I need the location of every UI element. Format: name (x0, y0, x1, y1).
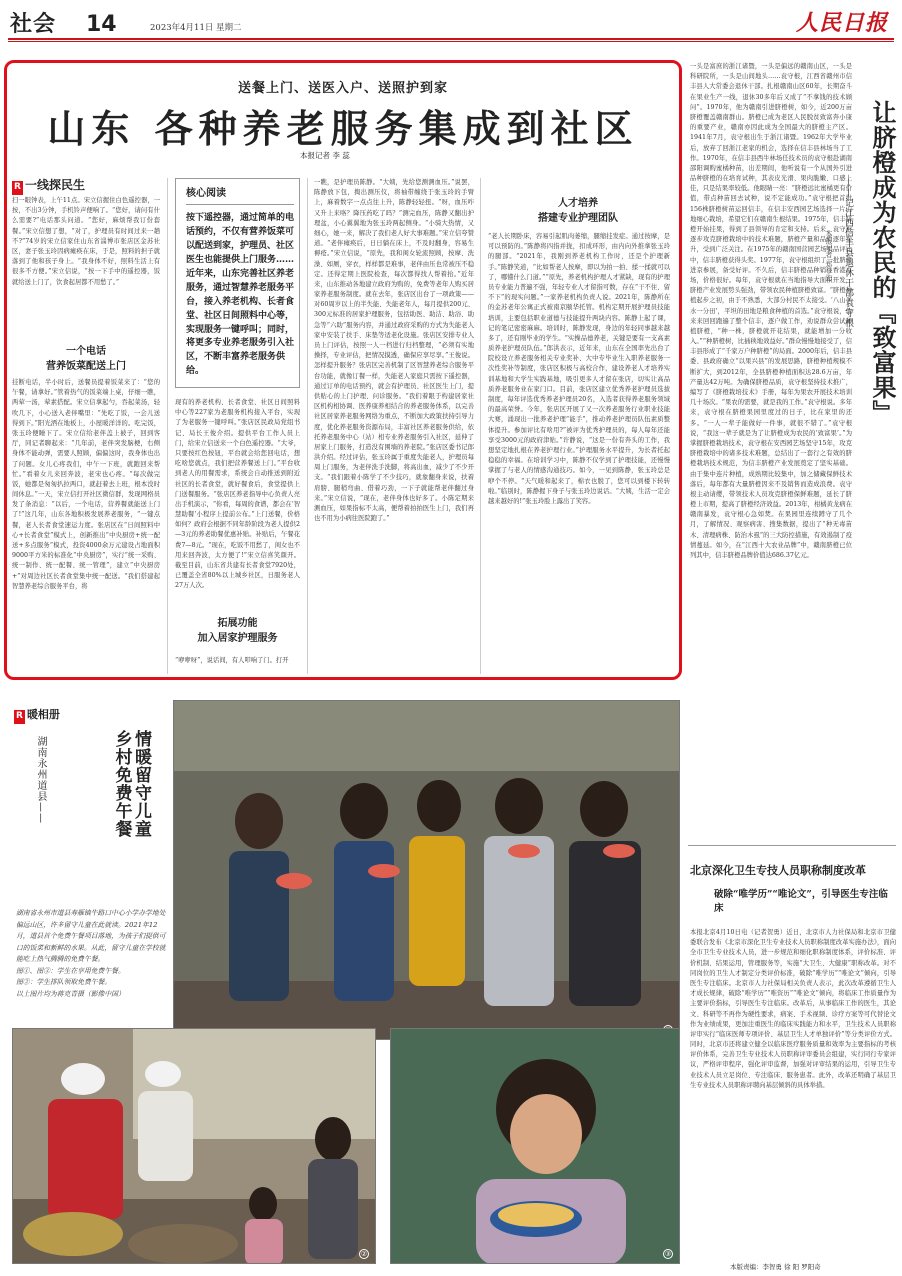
article-byline: 本报记者 李 蕊 (300, 151, 350, 160)
column-1-top: 扫一眼钟表，上午11点。宋立信握住白色遥控器，一按，不出3分钟，手机铃声便响了。“您好，请问有什么需要?”电话那头问道。“您好，麻烦帮我订份套餐。”宋立信想了想，“对了，护理员有时间过来一趟不?”74岁的宋立信家住山东省淄博市张店区金苏社区，妻子张玉玲因病瘫痪在床，于是，照料的担子就落到了他和孩子身上。“我身体不好，照料生活上有很多不方便。”宋立信说，“按一下手中的遥控器，饭就给送上门了，饮食起居都不用愁了。” (12, 197, 160, 286)
beijing-article-subtitle: 破除“唯学历”“唯论文”，引导医生专注临床 (714, 889, 888, 915)
header-rule (8, 38, 894, 40)
issue-date: 2023年4月11日 星期二 (150, 23, 242, 33)
r-mark-icon: R (12, 181, 23, 195)
photo-queue-lunch (12, 1028, 376, 1264)
section-rule (688, 845, 896, 846)
column-rule (167, 178, 168, 674)
subhead-2: 拓展功能 加入居家护理服务 (197, 618, 278, 644)
column-2-end: “咿咿呀”，说话间，有人叩响了门。打开 (175, 657, 289, 664)
r-mark-icon: R (14, 710, 25, 724)
core-reading-title: 核心阅读 (186, 188, 226, 199)
photo-number-badge: ② (360, 1250, 368, 1258)
photo-caption: 湖南省永州市道县寿雁镇牛路口中心小学办学地处偏远山区，许多留守儿童在此就读。2021年12月，道县首个免费午餐项目落地，为孩子们提供可口的饭菜和新鲜的水果。从此，留守儿童在学校就能吃上热气腾腾的免费午餐。 图①、图③：学生在享用免费午餐。 图②：学生排队领取免费午餐。 以上图片均为蒋克青摄（影像中国） (16, 909, 166, 998)
beijing-article-title: 北京深化卫生专技人员职称制度改革 (690, 864, 866, 877)
column-2: 现有的养老机构、长者食堂、社区日间照料中心等227家为老服务机构接入平台，实现了为老服务一键呼叫。”张店区民政局党组书记、局长王俊介绍。提供平台工作人员上门，给宋立信送来一个白色遥控器。“大爷，只要按红色按钮，平台就会给您回电话，想吃啥您就点，我们把营养餐送上门。”平台收到老人的用餐需求，系统会自动推送到附近社区的长者食堂，就好餐食后，食堂提供上门送餐服务。“张店区养老指导中心负责人亮出手机演示，“你看，每周的食谱，都会在‘智慧助餐’小程序上提前公布。”上门送餐，价格如何？政府会根据不同年龄阶段为老人提供2—3元的养老助餐优惠补贴。补贴后，午餐花费7—8元。“现在，吃饭不用愁了，闺女也不用来回奔波，太方便了!”宋立信喜笑颜开。截至目前，山东省共建有长者食堂7920处，已覆盖全省80%以上城乡社区，日服务老人27万人次。 (175, 399, 300, 590)
header-rule-thin (8, 41, 894, 42)
photo-children-lunch (173, 700, 680, 1040)
core-reading-text: 按下遥控器，通过简单的电话预约，不仅有营养饭菜可以配送到家，护理员、社区医生也能提供上门服务……近年来，山东完善社区养老服务，通过智慧养老服务平台，接入养老机构、长者食堂、社区日间照料中心等，实现服务一键呼叫；同时，将更多专业养老服务引入社区，不断丰富养老服务供给。 (186, 213, 295, 377)
column-3: 一瞧，是护理员陈静。“大姨，先给您测测血压。”说罢，陈静放下包，掏出测压仪，将袖带缠绕于张玉玲的手臂上，麻着数字一点点往上升，陈静轻轻扭。“呀，血压咋又升上来咯？降压药吃了吗？”测完血压，陈静又翻出护理盆，小心翼翼地为张玉玲两起侧身。“小骑大热情，又细心，她一来，解决了我们老人好大事难题。”宋立信夸赞道。“老伴瘫痪后，日日躺在床上，不及时翻身，容易生褥疮。”宋立信说，“原先，我和闺女轮流照顾，按摩、洗澡、如厕，穿衣，样样都是难事，老伴由压也常被压不稳定。还得定期上医院检查，每次都得找人帮着抬。”近年来，山东推动各地建立政府为购的，免费等老年人购买居家养老服务制度。就在去年，张店区出台了一项政策——对60周岁以上的半失能、失能老年人，每月提供200元、300元标准的居家护理服务，包括助医、助洁、助浴、助急等“六助”服务内容，并通过政府采购的方式为失能老人家中安装了扶手、床垫等适老化设施。张店区安排专业人员上门评估，按照一人一档进行归档整理，“必须有实地操择，专业评估，把情况摸透，确保应享尽享。”王俊说。怎样提升服务？张店区完善机制了区智慧养老综合服务平台功能，就像订餐一样，失能老人家庭只需按下遥控器，通过订单的电话预约，就会有护理员、社区医生上门，提供贴心的上门护理、问诊服务。“我们着眼于构建居家社区机构相协调、医养康养相结合的养老服务体系，以完善社区居家养老服务网络为重点，不断加大政策扶持引导力度，优化养老服务资源布局，丰富社区养老服务供给，依托养老服务中心（站）相专业养老服务引入社区，延伸了居家上门服务，打造没有围墙的养老院。”张店区委书记郎洪介绍。经过评估，张玉玲属于重度失能老人，护理员每周上门服务，为老伴洗手洗脚，将高出血，减少了不少开支。“我们跟着小陈学了不少技巧，就象翻身来说，扶着肩膀、腿稍弯曲、借着巧劲，一下子就能帮老伴翻过身来。”宋立信说，“现在，老伴身体也好多了。小陈定期来测血压，如果指标不太高，便帮着拍拍医生上门，我们再也不用为小病往医院跑了。” (314, 179, 474, 523)
subhead-1: 一个电话 营养饭菜配送上门 (46, 346, 126, 372)
column-rule (480, 178, 481, 674)
photo-location: 湖南永州道县—— (35, 736, 46, 824)
right-article-subtitle: ——记江西信丰县退休干部袁守根 (843, 178, 853, 328)
subhead-3: 人才培养 搭建专业护理团队 (538, 198, 618, 224)
article-kicker: 送餐上门、送医入户、送照护到家 (237, 81, 448, 96)
right-article-title: 让脐橙成为农民的『致富果』 (868, 100, 896, 425)
right-article-body: 一头是富庶的浙江诸暨，一头是偏远的赣南山区，一头是科研院所，一头是山间地头……袁守根，江西省赣州市信丰县人大常委会退休干部。扎根赣南山区60年，长期奋斗在果业生产一线，退休30多年后又成了“不拿钱的技术顾问”。1970年，他为赣南引进脐橙树，如今，近200万亩脐橙覆盖赣南群山。脐橙已成为老区人民脱贫致富奔小康的重要产业，赣南亦因此成为全国最大的脐橙主产区。1941年7月，袁守根出生于浙江诸暨。1962年大学毕业后，放弃了回浙江老家的机会，选择在信丰县林场当了工作。1970年，在信丰县西牛林场任技术员的袁守根赴湖南邵阳调购蜜橘种苗，出差期间，他听说有一个从国外引进品种脐橙的在培育试种，其表皮光滑、果肉脆嫩、口感上佳，只是结果率较低。他眼睛一亮：“脐橙远比蜜橘更有价值，带点种苗回去试种，说不定能成功。”袁守根把首批156株脐橙树苗运回信丰，在信丰安西园艺场选择一片山地细心栽培，希望它们在赣南生根结果。1975年，信丰脐橙开始挂果，得到了县领导的肯定和支持。后来，袁守根逐步攻克脐橙栽培中的技术难题，脐橙产量和品质逐年提升，受到广泛关注。在1975年的赣南国营园艺场果品评比中，信丰脐橙获得头奖。1977年，袁守根组织了一批脐橙进京参展，备受好评。不久后，信丰脐橙品种销往香港市场，价格很好。每年，袁守根就在当地指导大面积开发，脐橙产业发展势头强劲，带领农民种植脐橙致富。“脐橙种植起步之初，由于不熟悉，大部分村民不太接受。‘八山半水一分田’，平坦的田地是粮食种植的首选。”袁守根说，他来来回回跑遍了整个信丰，逐户做工作，劝说群众尝试种植脐橙，“种一株，脐橙就开花结果，就能增加一分收入。”“种脐橙树，比插秧地效益好。”群众慢慢地接受了，信丰县形成了“千家万户种脐橙”的局面。2000年后，信丰县委、县政府确立“以果兴县”的发展思路，脐橙种植规模不断扩大，到2012年，全县脐橙种植面积达28.6万亩，年产量达42万吨。为确保脐橙品质，袁守根坚持技术推广，编写了《脐橙栽培技术》手册，每年为果农开展技术培训几十场次。“果农的需要，就是我的工作。”袁守根说。多年来，袁守根在脐橙果园里度过的日子，比在家里的还多。“一人一辈子能做好一件事，就很不错了。”袁守根说，“我这一辈子就是为了让脐橙成为农民的‘致富果’。”为掌握脐橙栽培技术，袁守根在安西园艺场坚守15年，攻克脐橙栽培中的诸多技术难题，总结出了一套行之有效的脐橙栽培技术规范，为信丰脐橙产业发展奠定了坚实基础。由于集中连片种植，成熟期比较集中，加之储藏保鲜技术落后，每年都有大量脐橙因来不及销售而造成浪费。袁守根主动请缨，带领技术人员攻克脐橙保鲜难题，延长了脐橙上市期，提高了脐橙经济效益。2013年，柑橘黄龙病在赣南暴发，袁守根心急如焚。在果园里连续蹲守了几个月，了解情况、观察病害、搜集数据，提出了“种无毒苗木、清理病株、防治木虱”的三大防控措施，有效遏制了疫情蔓延。如今，在“江西十大农业品牌”中，赣南脐橙已位列其中，信丰脐橙品牌价值达686.37亿元。 (690, 63, 852, 559)
section-name: 社会 (10, 12, 57, 37)
article-headline: 山东 各种养老服务集成到社区 (47, 107, 639, 151)
core-reading-rule (186, 204, 294, 205)
column-4: “老人长期卧床，容易引起肌肉萎缩，腿缩挂发症。通过按摩，是可以预防的。”陈静将四指并拢，扣成环形，由内向外推拿张玉玲的腿部。“2021年，我刚到养老机构工作时，还是个护理新手。”陈静笑道，“比如帮老人按摩，即以为拍一拍、揉一揉就可以了，哪懂什么门道。”“原先，养老机构护理人才紧缺，现有的护理员专业能力普遍不强，年轻专业人才留指可数，存在“干不住、留不下”的现实问题。”一家养老机构负责人说。2021年，陈静所在的金苏老年公寓正式被南京颐华托管。机构定期开展护理员技能培训，主要包括职业道德与技能提升两块内容。陈静上起了课，记的笔记密密麻麻。培训时，陈静发现，身边的年轻同事越来越多了，还有刚毕业的学生。“实操品德养老，关键是要有一支高素质养老护理员队伍。”郎洪表示，近年来，山东在全国率先出台了院校设立养老服务相关专业奖补、大中专毕业生入职养老服务一次性奖补等制度，张店区积极与高校合作，建设养老人才培养实训基地和大学生实践基地，吸引更多人才留在张店，切实让高品质养老服务业在家门口。目前，张店区建立优秀养老护理员选拔制度，每年评选优秀养老护理员20名，入选者获得养老服务领域的最高荣誉。今年，张店区开展了又一次养老服务行业职业技能大赛，涌现出一批养老护理“能手”，推动养老护理员队伍素质整体提升。参加评比有啥用?”被评为优秀护理员的，每人每年还能享受3000元的政府津贴。”许静说，“这是一份有奔头的工作，我想坚定地扎根在养老护理行业。”护理服务水平提升，为长者托起稳稳的幸福。在培训学习中，陈静不仅学到了护理技能，还慢慢掌握了与老人的情感沟通技巧。如今，一见到陈静，张玉玲总是咿个不停。“天气暖和起来了，棉衣也脱了，您可以到楼下转转啦。”临别时，陈静握下身子与张玉玲边说话。“大姨，生活一定会越来越好的!”张玉玲脸上露出了笑容。 (488, 233, 670, 505)
photo-story-title: 情暖留守儿童 乡村免费午餐 (111, 730, 151, 838)
page-number: 14 (86, 12, 117, 37)
photo-child-eating (390, 1028, 680, 1264)
right-article-author: 本报记者 郑少忠 (825, 230, 833, 282)
photo-section-label: R 暖相册 (14, 706, 60, 724)
section-label: R 一线探民生 (12, 176, 85, 195)
page-editors: 本版责编：李智勇 徐 阳 罗阳奇 (730, 1263, 821, 1271)
beijing-article-body: 本报北京4月10日电（记者贺勇）近日，北京市人力社保局和北京市卫健委联合发布《北京市深化卫生专业技术人员职称制度改革实施办法》，面向全市卫生专业技术人员，进一步规范和细化职称制度体系，评价标准、评价机制、结果运用，管理服务等，实施“大卫生、大健康”职称改革。对不同岗位的卫生人才制定分类评价标准，破除“唯学历”“唯论文”倾向，引导医生专注临床。北京市人力社保局相关负责人表示，此次改革遵循卫生人才成长规律，破除“唯学历”“唯资历”“唯论文”倾向，将临床工作质量作为主要评价指标，引导医生专注临床。改革后，从事临床工作的医生，其论文、科研等不再作为硬性要求，病案、手术视频、诊疗方案等可代替论文作为业绩成果，更加注重医生的临床实践能力和水平，卫生技术人员职称评审实行“临床医师专项评价、基层卫生人才单独评价”等分类评价方式。同时，北京市还将建立健全以临床医疗服务质量和效率为主要指标的考核评价体系，完善卫生专业技术人员职称评审委员会组建，实行同行专家评议，严格评审程序，强化评审监督，加强对评审结果的运用，引导卫生专业技术人员立足岗位、专注临床、服务患者。此外，改革还明确了基层卫生专业技术人员职称评聘向基层倾斜的具体举措。 (690, 929, 896, 1089)
column-1-bottom: 挂断电话，半小时后，送餐员提着饭菜来了：“您的午餐，请拿好。”管着热气的饭菜端上桌，仔细一瞧，两荤一汤，荤素搭配。宋立信拿起勺，吞起菜汤，轻吹几下，小心送入老伴嘴里：“先吃了饭，一会儿送得到下。”阳光洒在地板上，小屋暖洋洋的。吃完饭，张玉玲便睡下了。宋立信给老伴盖上被子，回到客厅，同记者聊起来：“几年前，老伴突发脑梗，右侧身体不能动弹，需要人照顾，偏偏这时，我身体也出了问题。女儿心疼我们，中午一下班，就跑回来帮忙。”看着女儿来回奔波，老宋也心疼。“每次做完饭，她都是匆匆扒拉两口，就赶着去上班，根本没时间休息。”一天，宋立信打开社区微信群，发现网格员发了条消息：“以后，一个电话，营养餐就能送上门了!”这几年，山东各地积极发展养老服务，“一键点餐，老人长者食堂速运力度。张店区在“日间照料中心+长者食堂”模式上，创新推出“中央厨房+统一配送+多点服务”模式，投资4000余万元建设占地面积9000平方米的标准化“中央厨房”，实行“统一采购、统一制作、统一配餐、统一管理”，建立“中央厨房+”对周边社区长者食堂集中统一配送。“我们搭建起智慧养老综合服务平台，将 (12, 379, 160, 590)
column-rule (307, 178, 308, 674)
photo-number-badge: ③ (664, 1250, 672, 1258)
newspaper-logo: 人民日报 (795, 10, 888, 36)
